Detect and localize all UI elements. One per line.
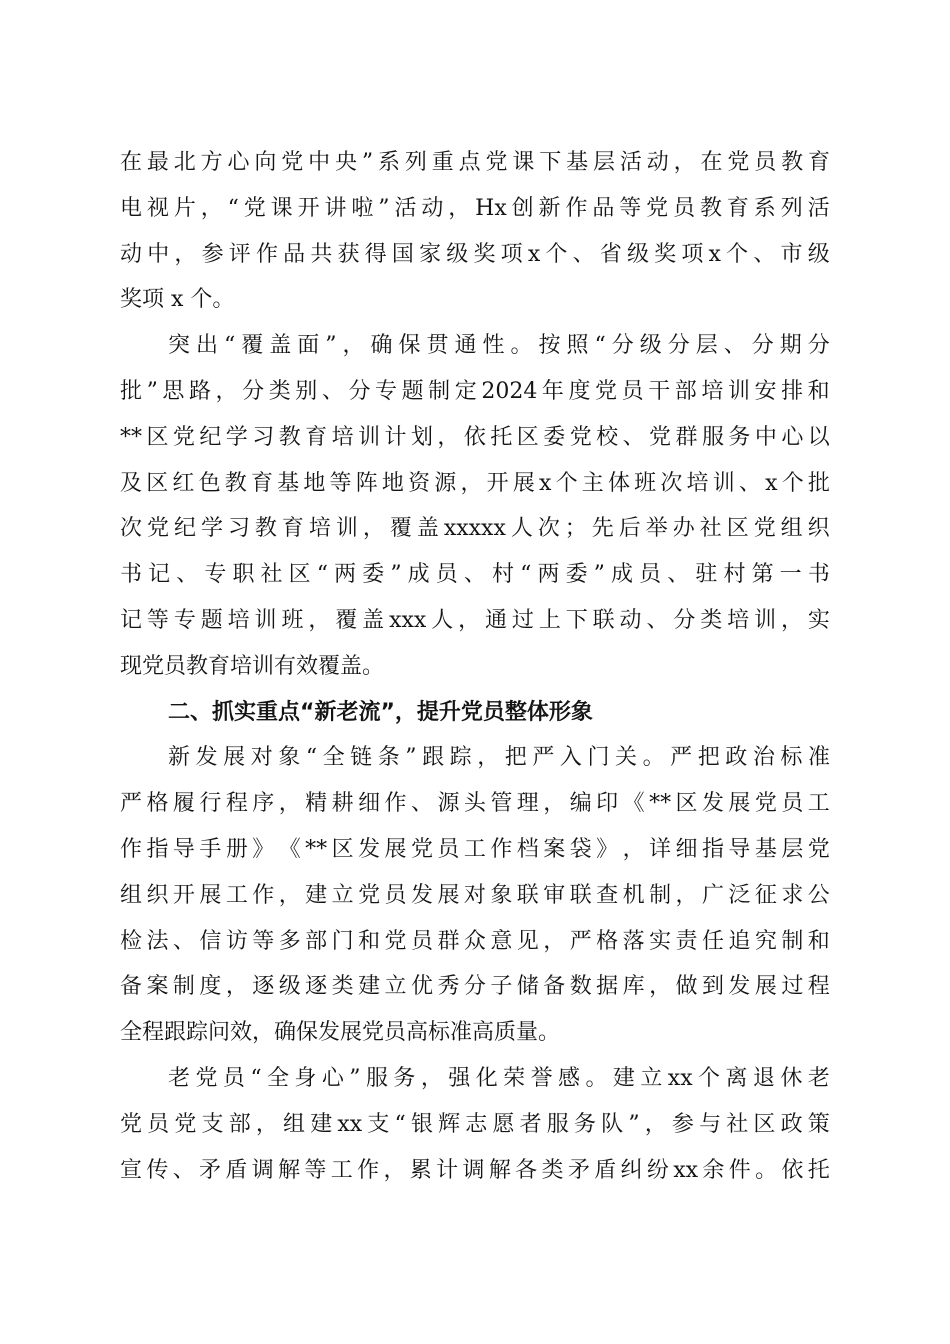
text-line: 在 最 北 方 心 向 党 中 央 ” 系 列 重 点 党 课 下 基 层 活 动 ， 在 党 员 教 育 <box>120 150 830 175</box>
section-heading: 二、抓实重点“新老流”，提升党员整体形象 <box>168 699 593 725</box>
text-line: 全程跟踪问效，确保发展党员高标准高质量。 <box>120 1020 561 1046</box>
text-line: 检 法 、 信 访 等 多 部 门 和 党 员 群 众 意 见 ， 严 格 落 实 责 任 追 究 制 和 <box>120 928 830 954</box>
document-body <box>120 140 830 1193</box>
text-line: 书 记 、 专 职 社 区 “ 两 委 ” 成 员 、 村 “ 两 委 ” 成 员 、 驻 村 第 一 书 <box>120 562 830 588</box>
text-line: ** 区 党 纪 学 习 教 育 培 训 计 划 ， 依 托 区 委 党 校 、 党 群 服 务 中 心 以 <box>120 424 830 450</box>
text-line: 组 织 开 展 工 作 ， 建 立 党 员 发 展 对 象 联 审 联 查 机 制 ， 广 泛 征 求 公 <box>120 882 830 908</box>
text-line: 突 出 “ 覆 盖 面 ” ， 确 保 贯 通 性 。 按 照 “ 分 级 分 层 、 分 期 分 <box>168 333 830 359</box>
text-line: 作 指 导 手 册 》 《 ** 区 发 展 党 员 工 作 档 案 袋 》 ， 详 细 指 导 基 层 党 <box>120 836 830 862</box>
text-line: 严 格 履 行 程 序 ， 精 耕 细 作 、 源 头 管 理 ， 编 印 《 ** 区 发 展 党 员 工 <box>120 791 830 817</box>
text-line: 奖项 x 个。 <box>120 287 235 313</box>
text-line: 老 党 员 “ 全 身 心 ” 服 务 ， 强 化 荣 誉 感 。 建 立 xx 个 离 退 休 老 <box>168 1065 830 1091</box>
text-line: 次 党 纪 学 习 教 育 培 训 ， 覆 盖 xxxxx 人 次 ； 先 后 举 办 社 区 党 组 织 <box>120 516 830 542</box>
text-line: 批 ” 思 路 ， 分 类 别 、 分 专 题 制 定 2024 年 度 党 员 干 部 培 训 安 排 和 <box>120 378 830 404</box>
text-line: 宣 传 、 矛 盾 调 解 等 工 作 ， 累 计 调 解 各 类 矛 盾 纠 纷 xx 余 件 。 依 托 <box>120 1157 830 1183</box>
text-line: 备 案 制 度 ， 逐 级 逐 类 建 立 优 秀 分 子 储 备 数 据 库 ， 做 到 发 展 过 程 <box>120 974 830 1000</box>
text-line: 现党员教育培训有效覆盖。 <box>120 653 385 679</box>
text-line: 动 中 ， 参 评 作 品 共 获 得 国 家 级 奖 项 x 个 、 省 级 奖 项 x 个 、 市 级 <box>120 241 830 267</box>
text-line: 记 等 专 题 培 训 班 ， 覆 盖 xxx 人 ， 通 过 上 下 联 动 、 分 类 培 训 ， 实 <box>120 607 830 633</box>
text-line: 新 发 展 对 象 “ 全 链 条 ” 跟 踪 ， 把 严 入 门 关 。 严 把 政 治 标 准 <box>168 745 830 771</box>
text-line: 党 员 党 支 部 ， 组 建 xx 支 “ 银 辉 志 愿 者 服 务 队 ” ， 参 与 社 区 政 策 <box>120 1111 830 1137</box>
text-line: 及 区 红 色 教 育 基 地 等 阵 地 资 源 ， 开 展 x 个 主 体 班 次 培 训 、 x 个 批 <box>120 470 830 496</box>
text-line: 电 视 片 ， “ 党 课 开 讲 啦 ” 活 动 ， Hx 创 新 作 品 等 党 员 教 育 系 列 活 <box>120 195 830 221</box>
